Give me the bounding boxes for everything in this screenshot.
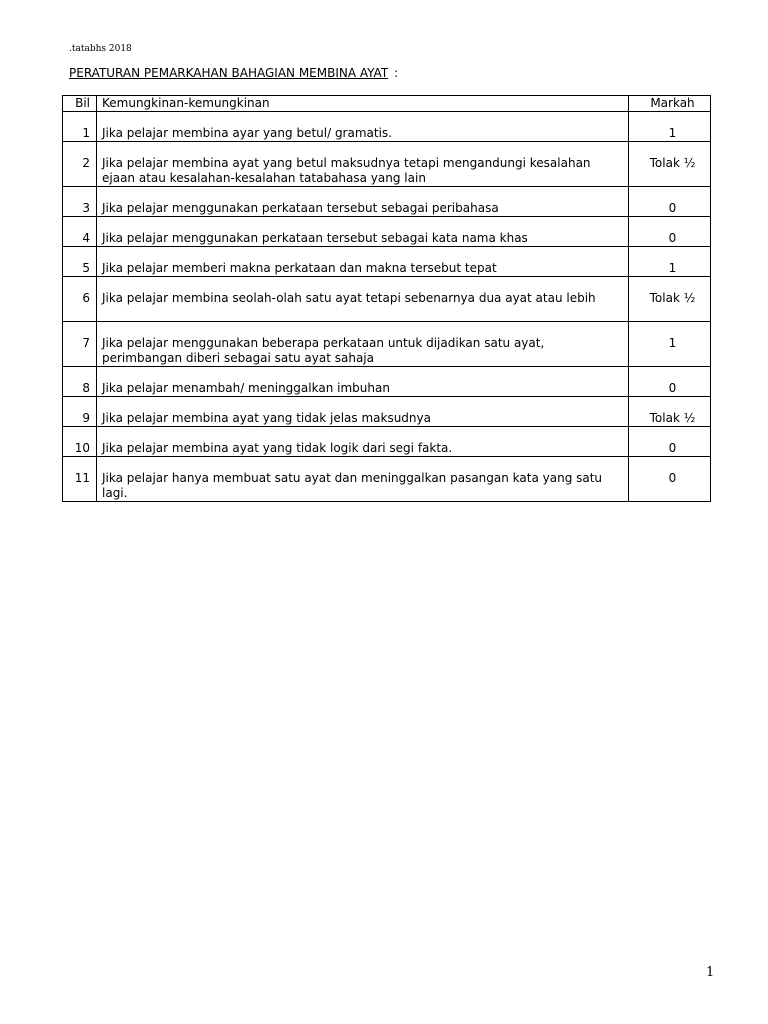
row-bil: 11 bbox=[63, 457, 97, 502]
table-row bbox=[63, 247, 711, 277]
row-description: Jika pelajar membina ayat yang betul maksudnya tetapi mengandungi kesalahan ejaan atau kesalahan-kesalahan tatabahasa yang lain bbox=[97, 142, 629, 187]
table-row bbox=[63, 367, 711, 397]
row-description: Jika pelajar membina ayat yang tidak logik dari segi fakta. bbox=[97, 427, 629, 457]
row-bil: 2 bbox=[63, 142, 97, 187]
row-bil: 1 bbox=[63, 112, 97, 142]
header-description: Kemungkinan-kemungkinan bbox=[97, 96, 629, 112]
row-description: Jika pelajar menggunakan perkataan tersebut sebagai kata nama khas bbox=[97, 217, 629, 247]
marking-rules-table bbox=[62, 95, 711, 502]
row-mark: 0 bbox=[629, 457, 711, 502]
row-bil: 8 bbox=[63, 367, 97, 397]
header-bil: Bil bbox=[63, 96, 97, 112]
row-mark: 0 bbox=[629, 427, 711, 457]
row-description: Jika pelajar menambah/ meninggalkan imbuhan bbox=[97, 367, 629, 397]
table-row bbox=[63, 427, 711, 457]
row-bil: 7 bbox=[63, 322, 97, 367]
table-row bbox=[63, 187, 711, 217]
table-row bbox=[63, 457, 711, 502]
row-mark: 0 bbox=[629, 187, 711, 217]
row-description: Jika pelajar menggunakan perkataan tersebut sebagai peribahasa bbox=[97, 187, 629, 217]
table-row bbox=[63, 322, 711, 367]
row-description: Jika pelajar menggunakan beberapa perkataan untuk dijadikan satu ayat, perimbangan diberi sebagai satu ayat sahaja bbox=[97, 322, 629, 367]
row-mark: 1 bbox=[629, 322, 711, 367]
table-row bbox=[63, 397, 711, 427]
row-mark: Tolak ½ bbox=[629, 142, 711, 187]
row-description: Jika pelajar memberi makna perkataan dan makna tersebut tepat bbox=[97, 247, 629, 277]
table-row bbox=[63, 217, 711, 247]
row-mark: Tolak ½ bbox=[629, 397, 711, 427]
row-bil: 10 bbox=[63, 427, 97, 457]
table-row bbox=[63, 277, 711, 322]
row-description: Jika pelajar membina ayat yang tidak jelas maksudnya bbox=[97, 397, 629, 427]
row-bil: 4 bbox=[63, 217, 97, 247]
page-title bbox=[69, 65, 398, 81]
row-bil: 5 bbox=[63, 247, 97, 277]
row-mark: 1 bbox=[629, 112, 711, 142]
table-row bbox=[63, 142, 711, 187]
row-bil: 9 bbox=[63, 397, 97, 427]
row-bil: 3 bbox=[63, 187, 97, 217]
header-note-text: tatabhs 2018 bbox=[71, 44, 132, 54]
page-title-text: PERATURAN PEMARKAHAN BAHAGIAN MEMBINA AYAT bbox=[69, 66, 389, 80]
row-bil: 6 bbox=[63, 277, 97, 322]
row-mark: 0 bbox=[629, 367, 711, 397]
header-note: .tatabhs 2018 bbox=[69, 44, 132, 54]
row-description: Jika pelajar hanya membuat satu ayat dan meninggalkan pasangan kata yang satu lagi. bbox=[97, 457, 629, 502]
table-row bbox=[63, 112, 711, 142]
row-mark: 0 bbox=[629, 217, 711, 247]
row-description: Jika pelajar membina seolah-olah satu ayat tetapi sebenarnya dua ayat atau lebih bbox=[97, 277, 629, 322]
row-description: Jika pelajar membina ayar yang betul/ gramatis. bbox=[97, 112, 629, 142]
page-title-suffix: : bbox=[394, 66, 399, 80]
page-number: 1 bbox=[706, 965, 715, 980]
row-mark: 1 bbox=[629, 247, 711, 277]
header-mark: Markah bbox=[629, 96, 711, 112]
row-mark: Tolak ½ bbox=[629, 277, 711, 322]
table-header-row bbox=[63, 96, 711, 112]
